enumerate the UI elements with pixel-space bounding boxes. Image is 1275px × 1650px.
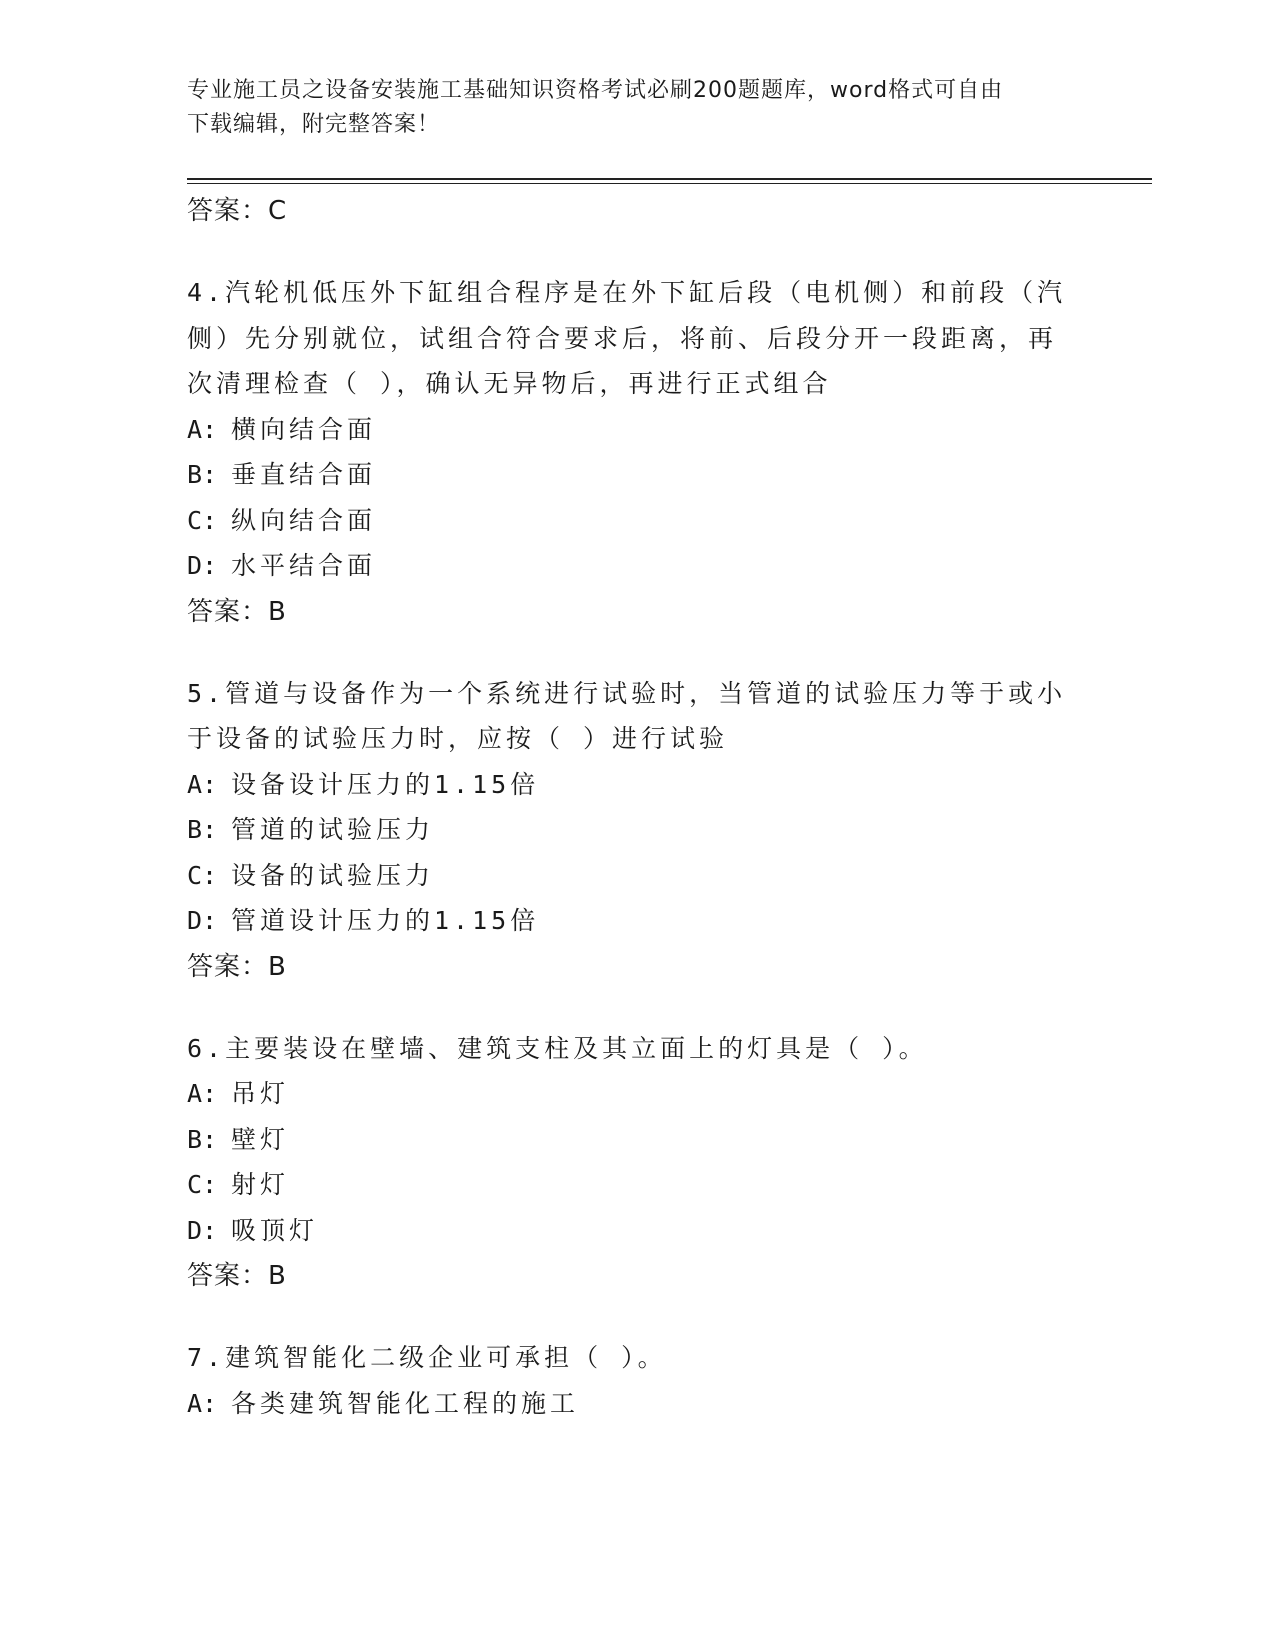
- option-a: [187, 1381, 1107, 1427]
- option-key: A:: [187, 769, 218, 799]
- option-text: 纵向结合面: [231, 505, 377, 535]
- question-block-4: [187, 270, 1107, 635]
- spacer: [187, 234, 1107, 270]
- question-block-7: [187, 1335, 1107, 1426]
- question-block-6: [187, 1026, 1107, 1300]
- question-line: 5.管道与设备作为一个系统进行试验时，当管道的试验压力等于或小: [187, 678, 1067, 708]
- option-key: A:: [187, 1079, 218, 1108]
- option-c: [187, 853, 1107, 899]
- option-b: [187, 452, 1107, 498]
- question-line: 侧）先分别就位，试组合符合要求后，将前、后段分开一段距离，再: [187, 323, 1058, 353]
- header-line-1: 专业施工员之设备安装施工基础知识资格考试必刷200题题库，word格式可自由: [187, 78, 1004, 103]
- header-line-2: 下载编辑，附完整答案！: [187, 112, 441, 137]
- option-key: D:: [187, 906, 218, 935]
- option-a: [187, 407, 1107, 453]
- option-key: A:: [187, 414, 218, 444]
- option-key: A:: [187, 1388, 218, 1418]
- spacer: [187, 990, 1107, 1026]
- question-stem: [187, 270, 1107, 407]
- question-line: 4.汽轮机低压外下缸组合程序是在外下缸后段（电机侧）和前段（汽: [187, 278, 1067, 307]
- question-line: 次清理检查（ ），确认无异物后，再进行正式组合: [187, 369, 832, 398]
- question-stem: [187, 1335, 1107, 1381]
- answer: 答案：B: [187, 1261, 287, 1291]
- option-c: [187, 498, 1107, 544]
- option-text: 管道设计压力的1.15倍: [231, 906, 540, 935]
- question-line: 于设备的试验压力时，应按（ ）进行试验: [187, 724, 729, 753]
- option-key: C:: [187, 860, 218, 890]
- option-key: D:: [187, 1215, 218, 1245]
- option-text: 水平结合面: [231, 551, 377, 580]
- question-stem: [187, 671, 1107, 762]
- question-line: 6.主要装设在壁墙、建筑支柱及其立面上的灯具是（ ）。: [187, 1033, 928, 1063]
- option-text: 管道的试验压力: [231, 815, 435, 844]
- option-d: [187, 543, 1107, 589]
- option-text: 各类建筑智能化工程的施工: [231, 1388, 580, 1418]
- option-b: [187, 1117, 1107, 1163]
- option-key: D:: [187, 551, 218, 580]
- answer-previous: 答案：C: [187, 196, 288, 226]
- option-text: 壁灯: [231, 1124, 290, 1154]
- option-key: B:: [187, 815, 218, 844]
- question-block-5: [187, 671, 1107, 990]
- option-text: 吊灯: [231, 1079, 290, 1108]
- option-c: [187, 1162, 1107, 1208]
- option-key: C:: [187, 505, 218, 535]
- question-list: [187, 188, 1107, 1426]
- answer: 答案：B: [187, 596, 287, 627]
- document-header: [187, 74, 1077, 142]
- option-d: [187, 1208, 1107, 1254]
- question-stem: [187, 1026, 1107, 1072]
- option-text: 设备的试验压力: [231, 860, 435, 890]
- header-divider-thick: [187, 178, 1152, 180]
- option-text: 射灯: [231, 1170, 290, 1199]
- option-d: [187, 898, 1107, 944]
- option-key: C:: [187, 1170, 218, 1199]
- option-key: B:: [187, 1124, 218, 1154]
- option-b: [187, 807, 1107, 853]
- answer: 答案：B: [187, 951, 287, 982]
- option-a: [187, 1071, 1107, 1117]
- option-text: 横向结合面: [231, 414, 377, 444]
- option-text: 吸顶灯: [231, 1215, 319, 1245]
- option-key: B:: [187, 460, 218, 489]
- question-line: 7.建筑智能化二级企业可承担（ ）。: [187, 1343, 667, 1372]
- spacer: [187, 635, 1107, 671]
- option-text: 垂直结合面: [231, 460, 377, 489]
- option-a: [187, 762, 1107, 808]
- header-divider-thin: [187, 183, 1152, 184]
- spacer: [187, 1299, 1107, 1335]
- option-text: 设备设计压力的1.15倍: [231, 769, 540, 799]
